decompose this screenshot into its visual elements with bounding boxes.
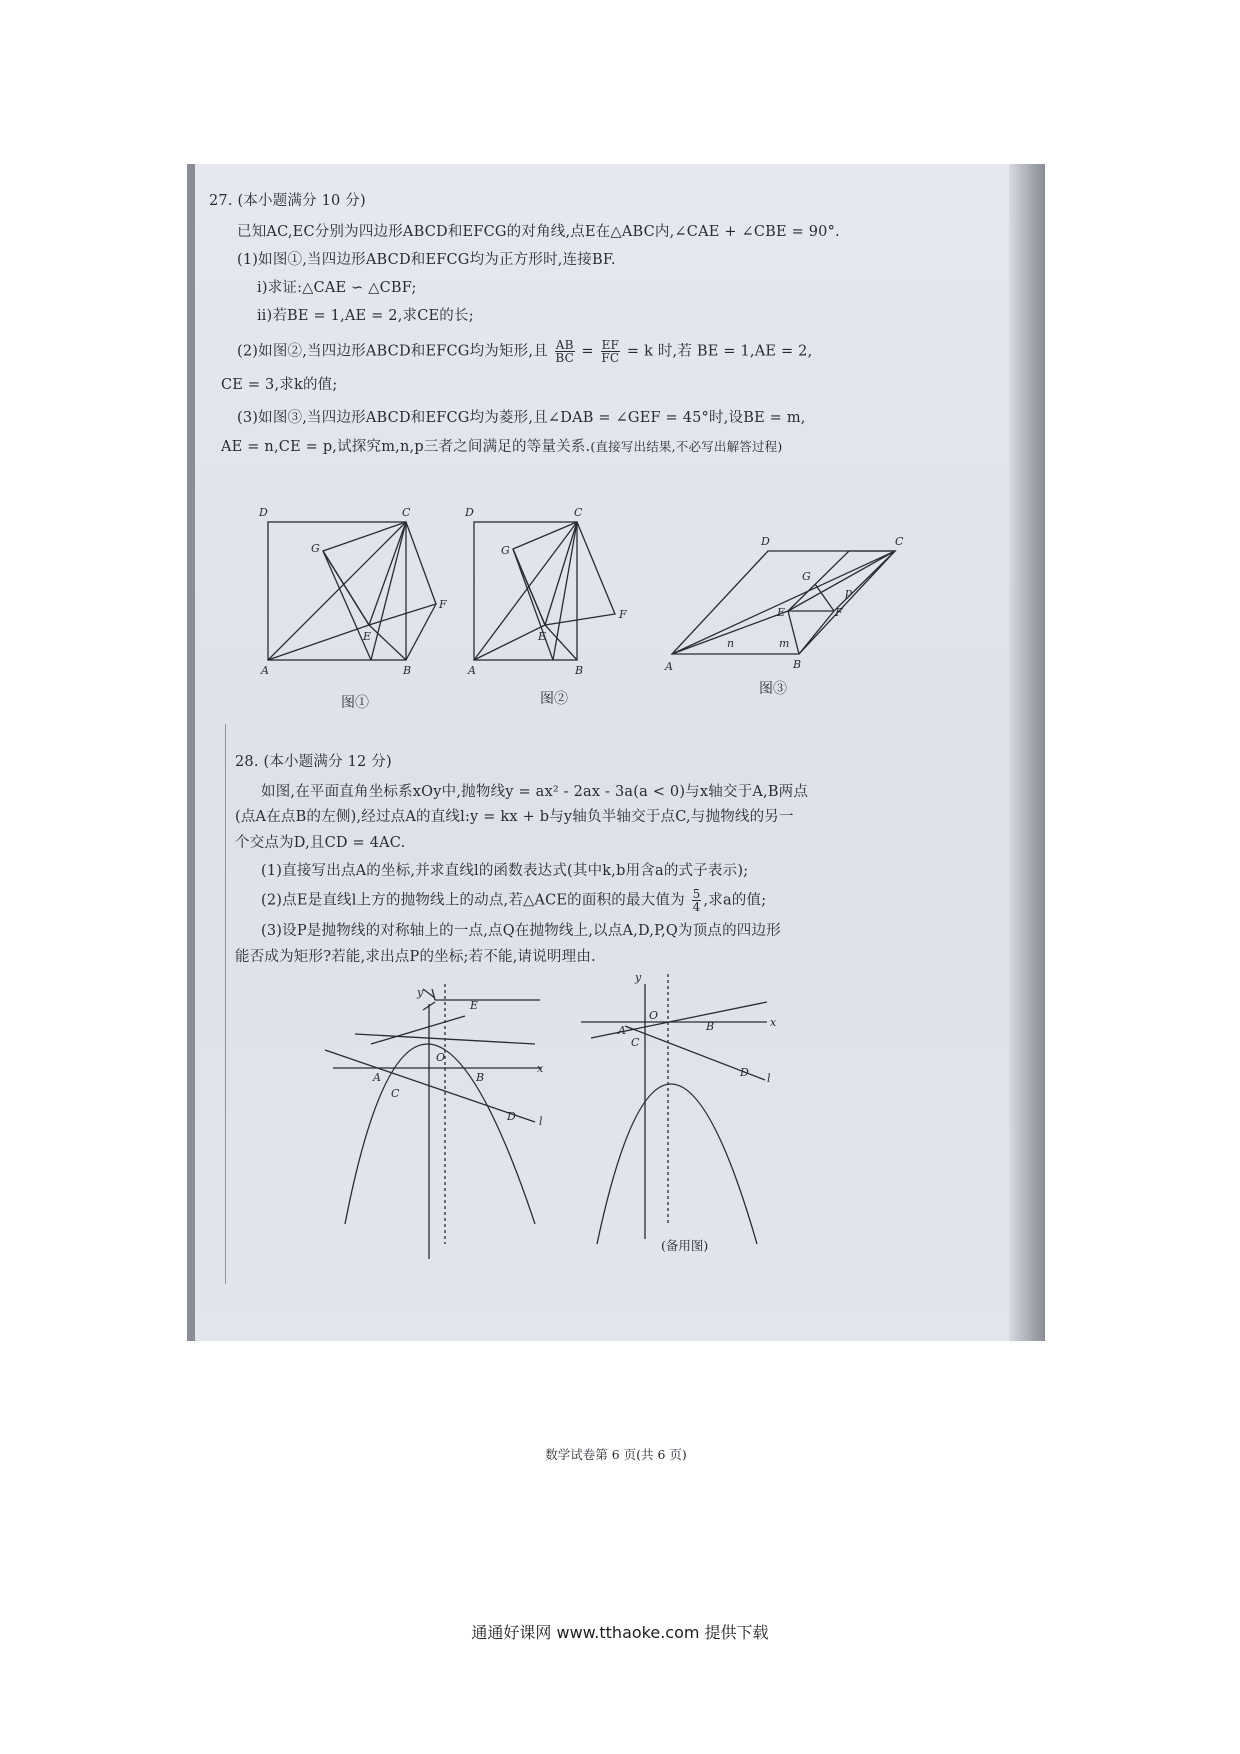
q28-backup-figure — [581, 974, 767, 1244]
q28-label-o: O — [436, 1051, 446, 1064]
paper-shadow-edge — [1009, 164, 1045, 1341]
backup-label-a: A — [618, 1024, 626, 1037]
q27-line-1: 已知AC,EC分别为四边形ABCD和EFCG的对角线,点E在△ABC内,∠CAE + ∠CBE = 90°. — [237, 224, 840, 240]
fig3-label-b: B — [793, 658, 802, 671]
page-number-footer: 数学试卷第 6 页(共 6 页) — [545, 1447, 687, 1462]
backup-label-x: x — [770, 1016, 777, 1029]
q28-line-1: 如图,在平面直角坐标系xOy中,抛物线y = ax² - 2ax - 3a(a < 0)与x轴交于A,B两点 — [261, 784, 809, 800]
fig3-label-p: p — [845, 586, 853, 599]
figure-3-caption: 图③ — [759, 681, 787, 697]
frac-den: 4 — [692, 900, 701, 914]
q27-line-6: CE = 3,求k的值; — [221, 377, 338, 393]
q27-line-5a: (2)如图②,当四边形ABCD和EFCG均为矩形,且 — [237, 343, 548, 360]
fig2-label-f: F — [619, 608, 627, 621]
figure-1-drawing — [268, 522, 436, 660]
q28-label-e: E — [470, 999, 479, 1012]
fig2-label-a: A — [468, 664, 476, 677]
q28-line-3: 个交点为D,且CD = 4AC. — [235, 835, 406, 851]
fig3-label-n: n — [727, 637, 735, 650]
q28-label-y: y — [417, 986, 424, 999]
frac-num: EF — [601, 338, 620, 352]
figure-1-caption: 图① — [341, 695, 369, 711]
fig3-label-a: A — [665, 660, 673, 673]
q28-header: 28. (本小题满分 12 分) — [235, 754, 392, 770]
q27-line-7: (3)如图③,当四边形ABCD和EFCG均为菱形,且∠DAB = ∠GEF = 45°时,设BE = m, — [237, 410, 806, 426]
fig1-label-g: G — [311, 542, 320, 555]
q28-label-a: A — [373, 1071, 381, 1084]
fig1-label-a: A — [261, 664, 269, 677]
fig1-label-b: B — [403, 664, 412, 677]
frac-num: 5 — [692, 887, 701, 901]
backup-label-c: C — [631, 1036, 640, 1049]
backup-label-y: y — [635, 971, 642, 984]
fig1-label-d: D — [259, 506, 268, 519]
exam-paper — [195, 164, 1025, 1341]
fig2-label-b: B — [575, 664, 584, 677]
backup-label-d: D — [740, 1066, 749, 1079]
fig3-label-c: C — [895, 535, 904, 548]
fig2-label-e: E — [538, 630, 547, 643]
q27-line-4: ⅱ)若BE = 1,AE = 2,求CE的长; — [257, 308, 474, 324]
q28-line-6: (3)设P是抛物线的对称轴上的一点,点Q在抛物线上,以点A,D,P,Q为顶点的四边形 — [261, 923, 781, 939]
frac-den: BC — [555, 351, 574, 365]
figure-2-caption: 图② — [540, 691, 568, 707]
q28-line-5 — [261, 888, 1061, 913]
q27-line-8b: (直接写出结果,不必写出解答过程) — [590, 439, 783, 454]
fig2-label-g: G — [501, 544, 510, 557]
fig3-label-g: G — [802, 570, 811, 583]
backup-label-l: l — [767, 1072, 771, 1085]
q27-line-5b: = k 时,若 BE = 1,AE = 2, — [626, 343, 813, 360]
fig3-label-e: E — [777, 606, 786, 619]
equals-sign: = — [581, 343, 594, 360]
frac-num: AB — [555, 338, 574, 352]
fraction-five-quarters — [692, 888, 702, 913]
fig1-label-e: E — [363, 630, 372, 643]
q27-line-2: (1)如图①,当四边形ABCD和EFCG均为正方形时,连接BF. — [237, 252, 616, 268]
q28-label-d: D — [507, 1110, 516, 1123]
fig2-label-c: C — [574, 506, 583, 519]
document-photo — [187, 164, 1045, 1462]
q28-line-4: (1)直接写出点A的坐标,并求直线l的函数表达式(其中k,b用含a的式子表示); — [261, 863, 749, 879]
fig3-label-d: D — [761, 535, 770, 548]
fig2-label-d: D — [465, 506, 474, 519]
backup-label-o: O — [649, 1009, 659, 1022]
fig1-label-c: C — [402, 506, 411, 519]
q28-label-x: x — [537, 1062, 544, 1075]
fig3-label-m: m — [779, 637, 790, 650]
q27-header: 27. (本小题满分 10 分) — [209, 193, 366, 209]
q28-line-5a: (2)点E是直线l上方的抛物线上的动点,若△ACE的面积的最大值为 — [261, 892, 685, 909]
site-download-footer: 通通好课网 www.tthaoke.com 提供下载 — [471, 1623, 769, 1642]
backup-figure-caption: (备用图) — [661, 1238, 709, 1253]
q27-line-3: ⅰ)求证:△CAE ∽ △CBF; — [257, 280, 417, 296]
q28-label-b: B — [476, 1071, 485, 1084]
frac-den: FC — [601, 351, 620, 365]
q28-label-c: C — [391, 1087, 400, 1100]
backup-label-b: B — [706, 1020, 715, 1033]
q28-line-7: 能否成为矩形?若能,求出点P的坐标;若不能,请说明理由. — [235, 949, 596, 965]
q28-line-5b: ,求a的值; — [703, 892, 767, 909]
q28-label-l: l — [539, 1115, 543, 1128]
q27-line-8a: AE = n,CE = p,试探究m,n,p三者之间满足的等量关系. — [221, 439, 591, 455]
fig3-label-f: F — [835, 606, 843, 619]
q28-line-2: (点A在点B的左侧),经过点A的直线l:y = kx + b与y轴负半轴交于点C,与抛物线的另一 — [235, 809, 794, 825]
fig1-label-f: F — [439, 598, 447, 611]
